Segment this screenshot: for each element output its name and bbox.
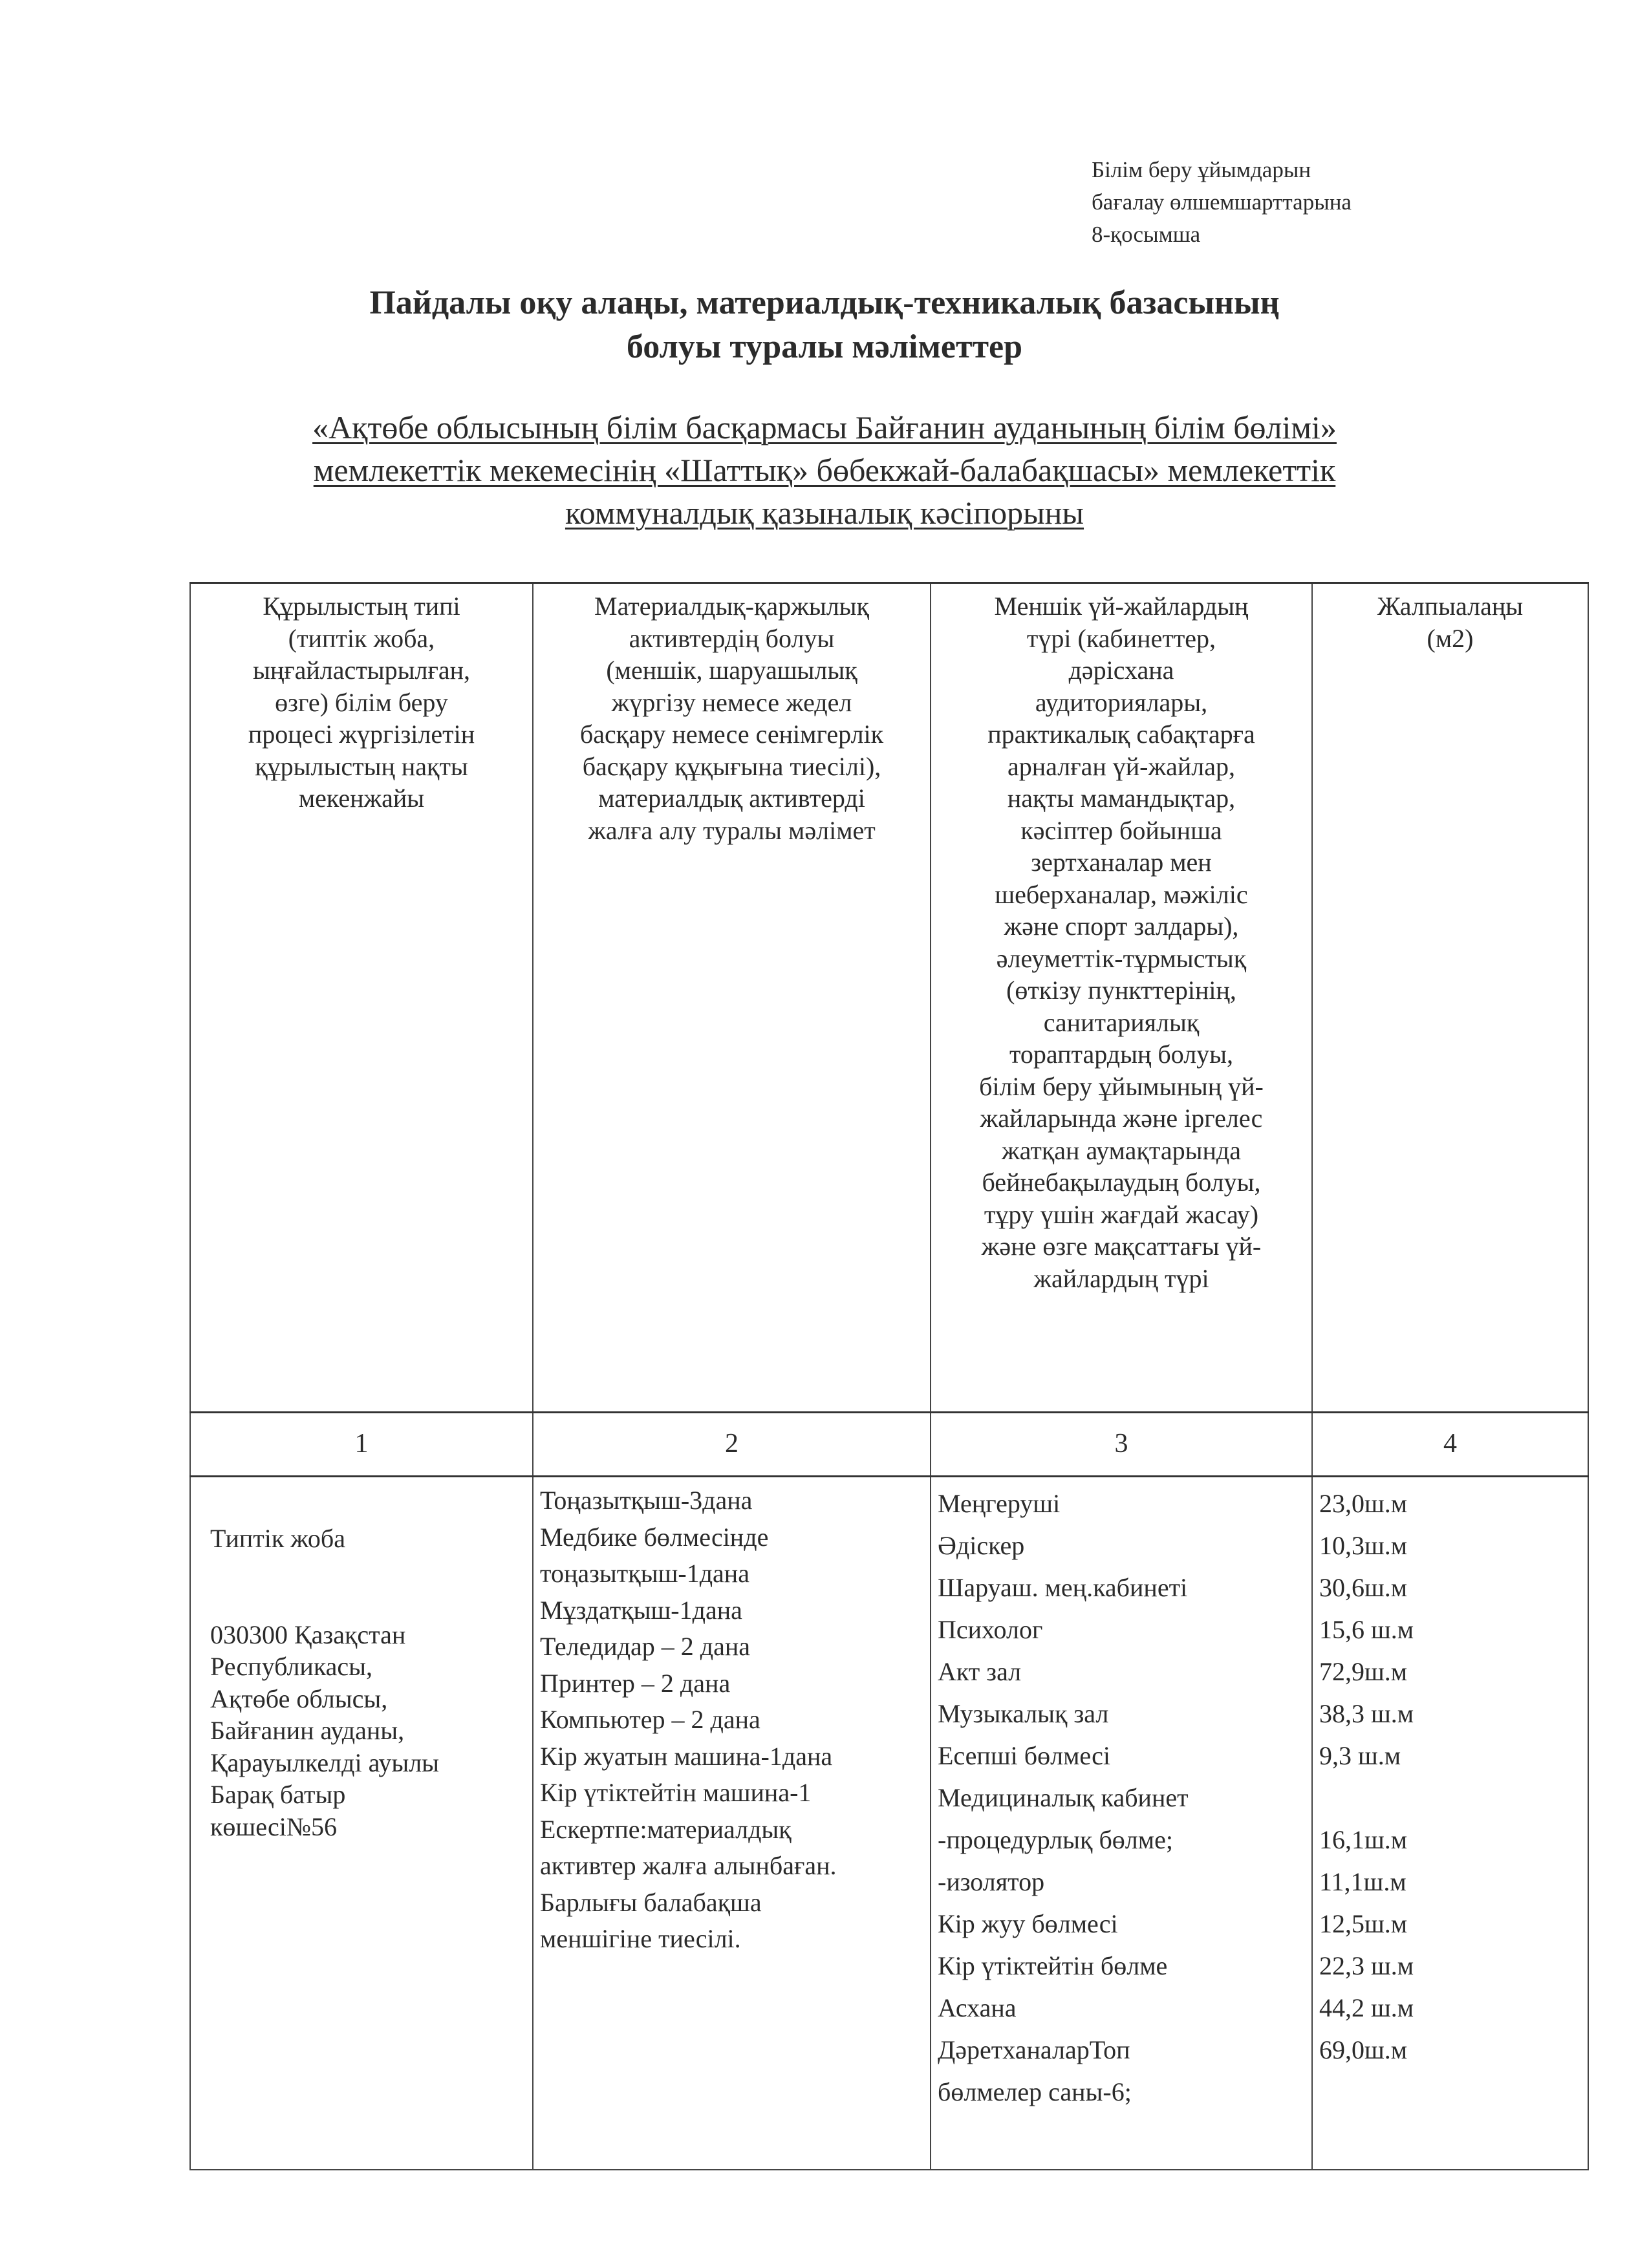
text-line: Ескертпе:материалдық xyxy=(540,1814,792,1844)
column-number-row xyxy=(190,1413,1588,1477)
column-number: 1 xyxy=(190,1413,533,1477)
text-line: (өткізу пункттерінің, xyxy=(1006,976,1236,1005)
text-line: активтердің болуы xyxy=(629,623,835,653)
room-name: Есепші бөлмесі xyxy=(938,1741,1110,1770)
text-line: өзге) білім беру xyxy=(275,687,448,717)
construction-type: Типтік жоба xyxy=(210,1524,346,1553)
room-area: 15,6 ш.м xyxy=(1319,1615,1414,1644)
room-name: Асхана xyxy=(938,1993,1017,2022)
room-name: Психолог xyxy=(938,1615,1043,1644)
text-line: Жалпыалаңы xyxy=(1377,592,1524,621)
header-total-area xyxy=(1312,583,1588,1413)
room-name: Акт зал xyxy=(938,1657,1022,1686)
organization-line: мемлекеттік мекемесінің «Шаттық» бөбекжай-балабақшасы» мемлекеттік xyxy=(313,452,1336,488)
text-line: Құрылыстың типі xyxy=(263,592,460,621)
assets-cell xyxy=(533,1477,931,2170)
text-line: және өзге мақсаттағы үй- xyxy=(981,1232,1262,1261)
room-area: 22,3 ш.м xyxy=(1319,1951,1414,1980)
text-line: Қарауылкелді ауылы xyxy=(210,1748,440,1777)
room-area: 38,3 ш.м xyxy=(1319,1699,1414,1728)
text-line: нақты мамандықтар, xyxy=(1007,784,1236,813)
text-line: білім беру ұйымының үй- xyxy=(979,1071,1264,1101)
text-line: Байғанин ауданы, xyxy=(210,1716,405,1745)
text-line: дәрісхана xyxy=(1068,656,1174,685)
room-name: Әдіскер xyxy=(938,1531,1025,1560)
room-name: Шаруаш. мең.кабинеті xyxy=(938,1573,1188,1602)
text-line: кәсіптер бойынша xyxy=(1020,815,1222,845)
text-line: Теледидар – 2 дана xyxy=(540,1632,750,1661)
text-line: Материалдық-қаржылық xyxy=(594,592,869,621)
text-line: басқару құқығына тиесілі), xyxy=(582,751,881,781)
text-line: Компьютер – 2 дана xyxy=(540,1705,760,1734)
text-line: санитариялық xyxy=(1043,1007,1200,1037)
room-name: -процедурлық бөлме; xyxy=(938,1825,1173,1854)
text-line: шеберханалар, мәжіліс xyxy=(995,879,1248,909)
room-name: бөлмелер саны-6; xyxy=(938,2077,1132,2106)
rooms-cell xyxy=(931,1477,1312,2170)
room-name: Медициналық кабинет xyxy=(938,1783,1189,1812)
text-line: Мұздатқыш-1дана xyxy=(540,1595,742,1625)
room-area: 9,3 ш.м xyxy=(1319,1741,1401,1770)
annex-note xyxy=(1092,154,1352,251)
header-construction-type xyxy=(190,583,533,1413)
table-row xyxy=(190,1477,1588,2170)
column-number: 4 xyxy=(1312,1413,1588,1477)
room-name: ДәретханаларТоп xyxy=(938,2035,1130,2064)
room-area: 10,3ш.м xyxy=(1319,1531,1408,1560)
room-area: 44,2 ш.м xyxy=(1319,1993,1414,2022)
text-line: процесі жүргізілетін xyxy=(248,720,475,749)
room-name: -изолятор xyxy=(938,1867,1045,1896)
text-line: активтер жалға алынбаған. xyxy=(540,1851,837,1880)
text-line: түрі (кабинеттер, xyxy=(1026,623,1216,653)
room-area: 11,1ш.м xyxy=(1319,1867,1406,1896)
annex-line: Білім беру ұйымдарын xyxy=(1092,157,1311,182)
room-area: 72,9ш.м xyxy=(1319,1657,1408,1686)
text-line: Кір жуатын машина-1дана xyxy=(540,1741,833,1771)
title-line: болуы туралы мәліметтер xyxy=(626,328,1023,365)
text-line: жалға алу туралы мәлімет xyxy=(588,815,876,845)
room-area: 23,0ш.м xyxy=(1319,1489,1408,1518)
text-line: ыңғайластырылған, xyxy=(252,656,471,685)
room-area: 16,1ш.м xyxy=(1319,1825,1408,1854)
text-line: жүргізу немесе жедел xyxy=(611,687,852,717)
annex-line: 8-қосымша xyxy=(1092,222,1201,247)
text-line: жайларында және іргелес xyxy=(980,1104,1263,1133)
text-line: 030300 Қазақстан xyxy=(210,1620,406,1649)
room-name: Кір үтіктейтін бөлме xyxy=(938,1951,1168,1980)
header-room-types xyxy=(931,583,1312,1413)
text-line: құрылыстың нақты xyxy=(255,751,468,781)
text-line: (м2) xyxy=(1427,623,1474,653)
construction-cell xyxy=(190,1477,533,2170)
text-line: көшесі№56 xyxy=(210,1812,338,1841)
address xyxy=(210,1619,526,1843)
header-assets xyxy=(533,583,931,1413)
areas-cell xyxy=(1312,1477,1588,2170)
title-line: Пайдалы оқу алаңы, материалдық-техникалық базасының xyxy=(369,284,1280,321)
column-number: 2 xyxy=(533,1413,931,1477)
text-line: жатқан аумақтарында xyxy=(1002,1135,1241,1165)
text-line: зертханалар мен xyxy=(1031,848,1212,877)
text-line: тұру үшін жағдай жасау) xyxy=(984,1199,1259,1229)
text-line: Барлығы балабақша xyxy=(540,1887,762,1917)
text-line: практикалық сабақтарға xyxy=(987,720,1255,749)
text-line: бейнебақылаудың болуы, xyxy=(982,1168,1261,1197)
text-line: Меншік үй-жайлардың xyxy=(994,592,1249,621)
document-title xyxy=(194,281,1455,369)
room-area: 30,6ш.м xyxy=(1319,1573,1408,1602)
text-line: Республикасы, xyxy=(210,1652,373,1681)
table-header-row xyxy=(190,583,1588,1413)
text-line: аудиториялары, xyxy=(1035,687,1208,717)
room-area: 12,5ш.м xyxy=(1319,1909,1408,1938)
text-line: басқару немесе сенімгерлік xyxy=(579,720,884,749)
text-line: мекенжайы xyxy=(298,784,425,813)
room-name: Кір жуу бөлмесі xyxy=(938,1909,1118,1938)
text-line: (меншік, шаруашылық xyxy=(606,656,857,685)
text-line: Ақтөбе облысы, xyxy=(210,1684,388,1713)
room-name: Музыкалық зал xyxy=(938,1699,1109,1728)
room-area xyxy=(1319,2071,1581,2113)
text-line: арналған үй-жайлар, xyxy=(1007,751,1236,781)
text-line: Кір үтіктейтін машина-1 xyxy=(540,1778,812,1807)
text-line: меншігіне тиесілі. xyxy=(540,1924,741,1953)
text-line: (типтік жоба, xyxy=(288,623,435,653)
text-line: тоңазытқыш-1дана xyxy=(540,1559,749,1588)
text-line: Медбике бөлмесінде xyxy=(540,1522,769,1552)
text-line: және спорт залдары), xyxy=(1004,912,1239,941)
room-name: Меңгеруші xyxy=(938,1489,1061,1518)
column-number: 3 xyxy=(931,1413,1312,1477)
text-line: материалдық активтерді xyxy=(598,784,865,813)
organization-line: коммуналдық қазыналық кәсіпорыны xyxy=(565,495,1084,531)
facilities-table xyxy=(189,582,1589,2170)
room-area xyxy=(1319,1777,1581,1819)
text-line: әлеуметтік-тұрмыстық xyxy=(996,943,1247,973)
text-line: тораптардың болуы, xyxy=(1009,1040,1234,1069)
annex-line: бағалау өлшемшарттарына xyxy=(1092,189,1352,215)
room-area: 69,0ш.м xyxy=(1319,2035,1408,2064)
organization-line: «Ақтөбе облысының білім басқармасы Байғанин ауданының білім бөлімі» xyxy=(312,409,1337,445)
text-line: Барақ батыр xyxy=(210,1780,346,1809)
text-line: Тоңазытқыш-3дана xyxy=(540,1486,753,1515)
text-line: жайлардың түрі xyxy=(1033,1263,1209,1293)
text-line: Принтер – 2 дана xyxy=(540,1668,731,1698)
organization-name xyxy=(194,406,1455,534)
